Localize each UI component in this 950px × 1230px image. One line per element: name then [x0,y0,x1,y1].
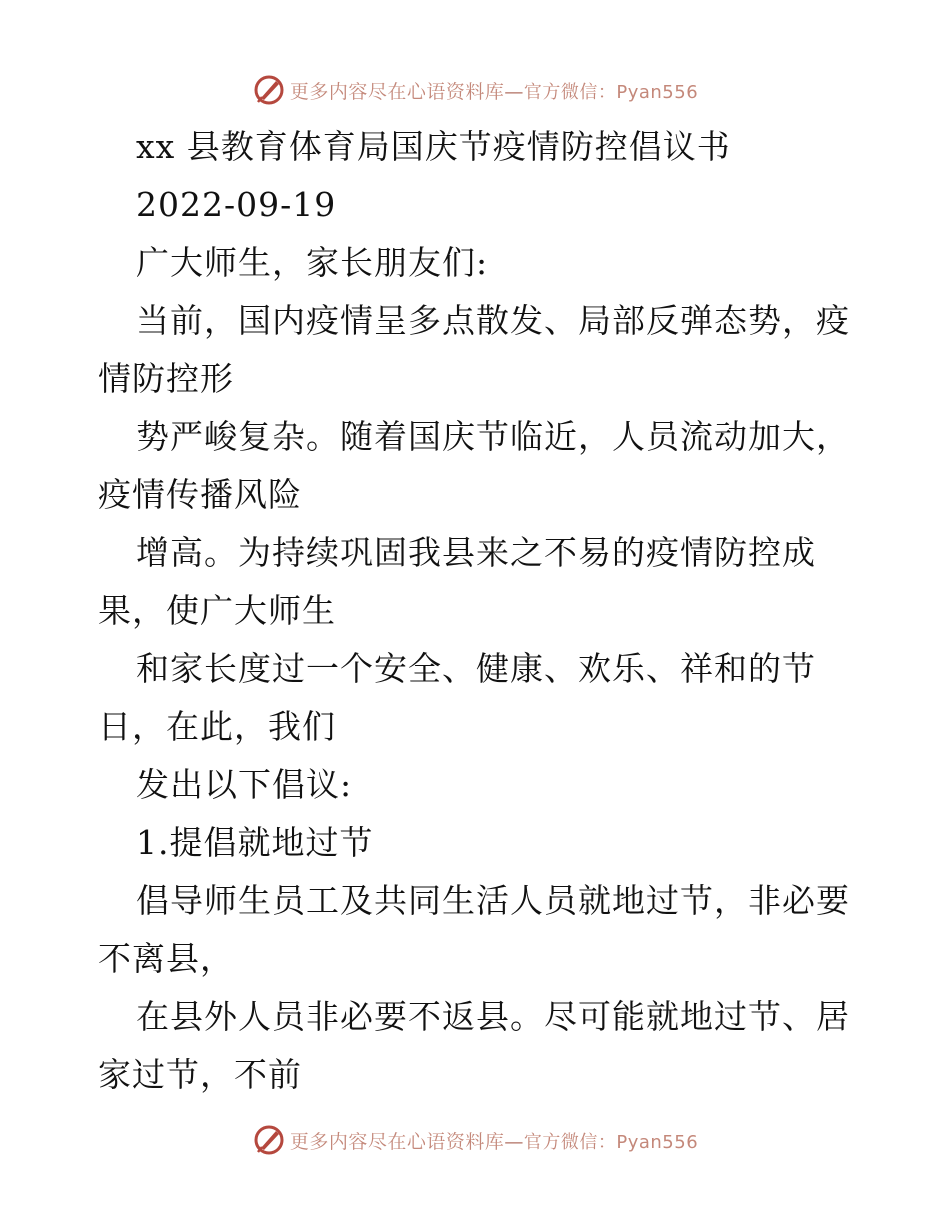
document-line: 发出以下倡议: [136,765,353,804]
watermark-text: 更多内容尽在心语资料库—官方微信：Pyan556 [289,80,699,103]
document-line: 2022-09-19 [136,185,337,224]
document-line: 当前，国内疫情呈多点散发、局部反弹态势，疫 [136,301,850,340]
document-line: 情防控形 [98,359,234,398]
document-line: 在县外人员非必要不返县。尽可能就地过节、居 [136,997,850,1036]
document-line: 疫情传播风险 [98,475,302,514]
document-line: 增高。为持续巩固我县来之不易的疫情防控成 [136,533,816,572]
feather-pen-logo-icon [252,1123,286,1157]
document-line: 家过节，不前 [98,1055,302,1094]
document-body [98,118,868,1104]
document-line: xx 县教育体育局国庆节疫情防控倡议书 [136,127,731,166]
header-watermark-banner [0,70,950,110]
footer-watermark-banner [0,1120,950,1160]
document-line: 日，在此，我们 [98,707,336,746]
document-line: 和家长度过一个安全、健康、欢乐、祥和的节 [136,649,816,688]
feather-pen-logo-icon [252,73,286,107]
document-line: 广大师生，家长朋友们: [136,243,489,282]
watermark-text: 更多内容尽在心语资料库—官方微信：Pyan556 [289,1130,699,1153]
document-line: 不离县， [98,939,234,978]
document-line: 1.提倡就地过节 [136,823,374,862]
document-line: 势严峻复杂。随着国庆节临近，人员流动加大， [136,417,850,456]
document-line: 倡导师生员工及共同生活人员就地过节，非必要 [136,881,850,920]
document-line: 果，使广大师生 [98,591,336,630]
